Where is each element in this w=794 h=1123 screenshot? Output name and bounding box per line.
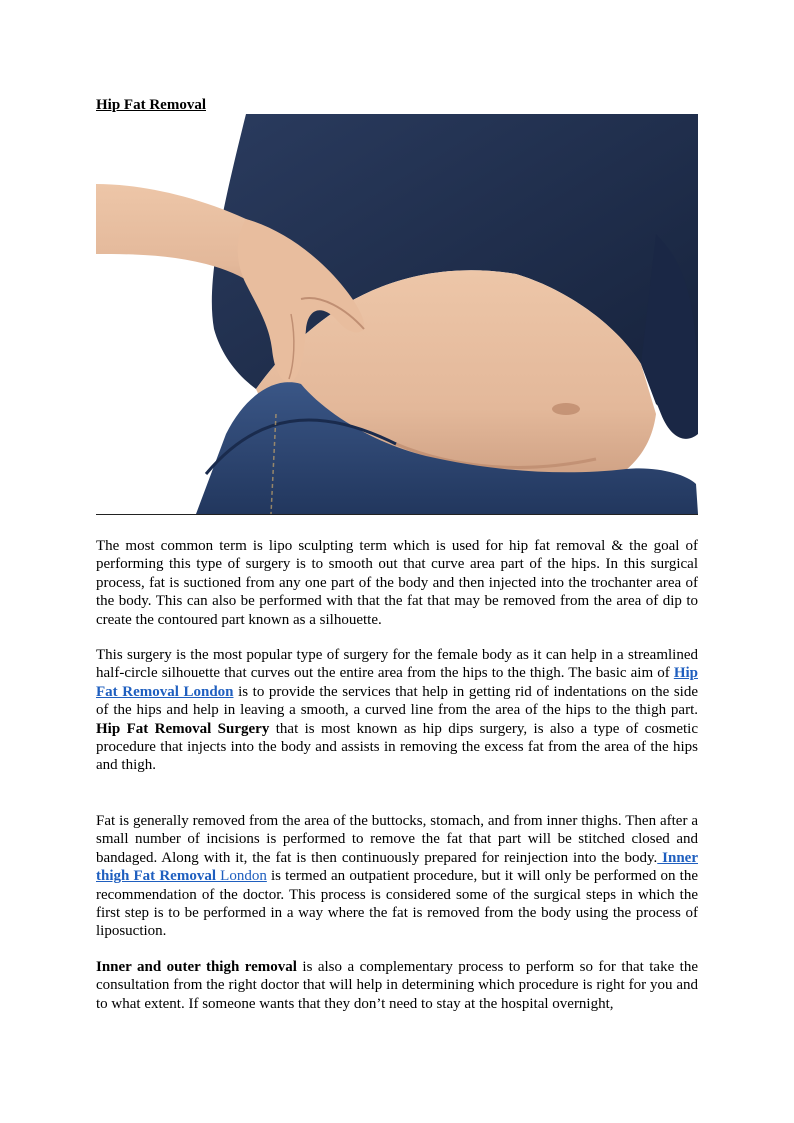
hip-fat-removal-surgery-bold: Hip Fat Removal Surgery	[96, 720, 270, 737]
paragraph-3	[96, 812, 698, 941]
paragraph-2-text-a: This surgery is the most popular type of surgery for the female body as it can help in a streamlined half-circle silhouette that curves out the entire area from the hips to the thigh. The basic aim of	[96, 647, 698, 682]
inner-thigh-link-plain-label: London	[216, 868, 267, 885]
page-title: Hip Fat Removal	[96, 97, 206, 113]
paragraph-3-text-a: Fat is generally removed from the area of the buttocks, stomach, and from inner thighs. Then after a small number of incisions is performed to remove the fat that part will be stitched closed and bandaged. Along with it, the fat is then continuously prepared for reinjection into the body.	[96, 812, 698, 866]
inner-outer-thigh-removal-bold: Inner and outer thigh removal	[96, 958, 297, 975]
paragraph-2-text-b: is to provide the services that help in getting rid of indentations on the side of the hips and help in leaving a smooth, a curved line from the area of the hips to the thigh part.	[96, 683, 698, 719]
paragraph-4	[96, 958, 698, 1013]
hip-fat-removal-london-link-label: Hip Fat Removal London	[96, 665, 698, 700]
paragraph-4-text-a: is also a complementary process to perform so for that take the consultation from the right doctor that will help in determining which procedure is right for you and to what extent. If someone wants that they don’t need to stay at the hospital overnight,	[96, 958, 699, 1012]
inner-thigh-link-bold-label: Inner thigh Fat Removal	[96, 849, 698, 885]
paragraph-1: The most common term is lipo sculpting term which is used for hip fat removal & the goal of performing this type of surgery is to smooth out that curve area part of the hips. In this surgical process, fat is suctioned from any one part of the body and then injected into the trochanter area of the body. This can also be performed with that the fat that may be removed from the area of dip to create the contoured part known as a silhouette.	[96, 538, 698, 628]
paragraph-2	[96, 646, 698, 775]
article-body	[96, 537, 698, 1030]
hip-fat-photo	[96, 114, 698, 515]
paragraph-3-text-b: is termed an outpatient procedure, but it will only be performed on the recommendation of the doctor. This process is considered some of the surgical steps in which the first step is to be performed in a way where the fat is removed from the body using the process of liposuction.	[96, 868, 698, 940]
hip-fat-photo-icon	[96, 114, 698, 514]
paragraph-2-text-c: that is most known as hip dips surgery, is also a type of cosmetic procedure that injects into the body and assists in removing the excess fat from the area of the hips and thigh.	[96, 720, 698, 774]
